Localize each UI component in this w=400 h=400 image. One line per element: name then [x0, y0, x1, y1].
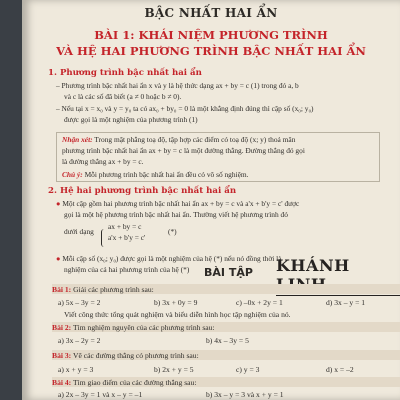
remark-line2: phương trình bậc nhất hai ẩn ax + by = c là một đường thẳng. Đường thẳng đó gọi: [62, 146, 305, 155]
exercise4-item-a: a) 2x – 3y = 1 và x – y = –1: [58, 390, 143, 399]
system-eq2: a'x + b'y = c': [108, 233, 146, 242]
exercise1-item-c: c) –0x + 2y = 1: [236, 298, 283, 307]
exercise3-title: Bài 3: Vẽ các đường thẳng có phương trình sau:: [52, 351, 199, 360]
exercise3-item-a: a) x + y = 3: [58, 365, 94, 374]
exercise1-item-b: b) 3x + 0y = 9: [154, 298, 198, 307]
lesson-title-line1: BÀI 1: KHÁI NIỆM PHƯƠNG TRÌNH: [94, 28, 328, 42]
section2-bullet2-line2: nghiệm của cả hai phương trình của hệ (*): [64, 265, 190, 274]
section1-item2-line1: – Nếu tại x = x₀ và y = y₀ ta có ax₀ + by₀ = 0 là một khẳng định đúng thì cặp số (x₀; y₀): [56, 104, 314, 113]
section2-bullet1-line2: gọi là một hệ phương trình bậc nhất hai ẩn. Thường viết hệ phương trình đó: [64, 210, 288, 219]
section1-item1-line1: – Phương trình bậc nhất hai ẩn x và y là hệ thức dạng ax + by = c (1) trong đó a, b: [56, 81, 299, 90]
section2-bullet1-line1: ● Một cặp gồm hai phương trình bậc nhất hai ẩn ax + by = c và a'x + b'y = c' được: [56, 199, 300, 208]
section2-heading: 2. Hệ hai phương trình bậc nhất hai ẩn: [48, 186, 237, 196]
exercises-title: BÀI TẬP: [204, 266, 253, 279]
note-label: Chú ý:: [62, 170, 83, 179]
exercise2-item-b: b) 4x – 3y = 5: [206, 336, 249, 345]
exercise1-item-a: a) 5x – 3y = 2: [58, 298, 101, 307]
exercise3-item-b: b) 2x + y = 5: [154, 365, 194, 374]
note-line: Chú ý: Mỗi phương trình bậc nhất hai ẩn đều có vô số nghiệm.: [62, 170, 249, 179]
book-page: [22, 0, 400, 400]
exercise4-title: Bài 4: Tìm giao điểm của các đường thẳng sau:: [52, 378, 197, 387]
exercise3-item-c: c) y = 3: [236, 365, 260, 374]
section1-heading: 1. Phương trình bậc nhất hai ẩn: [48, 68, 202, 78]
system-eq1: ax + by = c: [108, 222, 142, 231]
exercise2-item-a: a) 3x – 2y = 2: [58, 336, 101, 345]
section1-item1-line2: và c là các số đã biết (a ≠ 0 hoặc b ≠ 0).: [64, 92, 182, 101]
chapter-title: BẬC NHẤT HAI ẨN: [144, 6, 278, 20]
remark-line3: là đường thẳng ax + by = c.: [62, 157, 144, 166]
exercise1-note: Viết công thức tổng quát nghiệm và biểu diễn hình học tập nghiệm của nó.: [64, 310, 291, 319]
system-tag: (*): [168, 227, 177, 236]
section2-bullet2-line1: ● Mỗi cặp số (x₀; y₀) được gọi là một nghiệm của hệ (*) nếu nó đồng thời là: [56, 254, 282, 263]
section2-bullet1-line3: dưới dạng: [64, 227, 94, 236]
bullet-icon: ●: [56, 199, 61, 208]
system-brace: [101, 229, 106, 247]
bullet-icon: ●: [56, 254, 61, 263]
exercise1-item-d: d) 3x – y = 1: [326, 298, 366, 307]
handwritten-stamp: KHÁNH: [276, 256, 400, 296]
remark-line1: Nhận xét: Trong mặt phẳng toạ độ, tập hợp các điểm có toạ độ (x; y) thoả mãn: [62, 135, 296, 144]
exercise1-title: Bài 1: Giải các phương trình sau:: [52, 285, 154, 294]
section1-item2-line2: được gọi là một nghiệm của phương trình (1): [64, 115, 198, 124]
remark-label: Nhận xét:: [62, 135, 93, 144]
exercise4-item-b: b) 3x – y = 3 và x + y = 1: [206, 390, 284, 399]
exercise2-title: Bài 2: Tìm nghiệm nguyên của các phương trình sau:: [52, 323, 215, 332]
exercise3-item-d: d) x = –2: [326, 365, 354, 374]
lesson-title-line2: VÀ HỆ HAI PHƯƠNG TRÌNH BẬC NHẤT HAI ẨN: [56, 44, 366, 58]
